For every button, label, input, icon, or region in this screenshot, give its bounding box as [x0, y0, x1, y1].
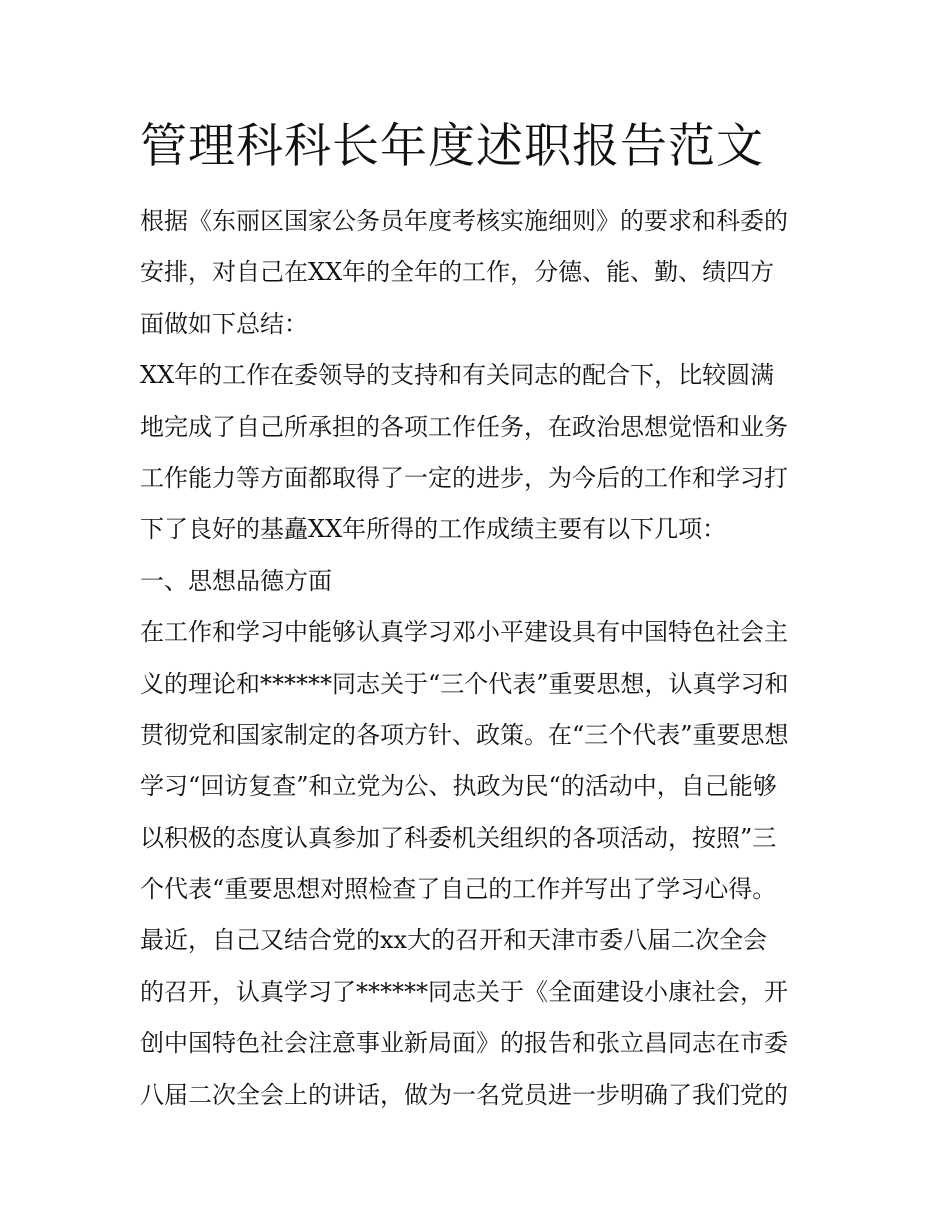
body-line-2: 安排，对自己在XX年的全年的工作，分德、能、勤、绩四方 [140, 258, 775, 287]
body-line-15: 最近，自己又结合党的xx大的召开和天津市委八届二次全会 [140, 926, 768, 955]
body-line-11: 贯彻党和国家制定的各项方针、政策。在“三个代表”重要思想 [140, 720, 789, 749]
body-line-13: 以积极的态度认真参加了科委机关组织的各项活动，按照”三 [140, 823, 777, 852]
body-line-9: 在工作和学习中能够认真学习邓小平建设具有中国特色社会主 [140, 618, 788, 647]
body-line-16: 的召开，认真学习了******同志关于《全面建设小康社会，开 [140, 977, 788, 1006]
document-body [140, 196, 830, 1121]
body-line-6: 工作能力等方面都取得了一定的进步，为今后的工作和学习打 [140, 463, 788, 492]
body-line-4: XX年的工作在委领导的支持和有关同志的配合下，比较圆满 [140, 361, 775, 390]
body-line-7: 下了良好的基矗XX年所得的工作成绩主要有以下几项： [140, 515, 727, 544]
body-line-3: 面做如下总结： [140, 309, 308, 338]
body-line-18: 八届二次全会上的讲话，做为一名党员进一步明确了我们党的 [140, 1080, 788, 1109]
body-line-10: 义的理论和******同志关于“三个代表”重要思想，认真学习和 [140, 669, 789, 698]
body-line-14: 个代表“重要思想对照检查了自己的工作并写出了学习心得。 [140, 875, 777, 904]
section-heading: 一、思想品德方面 [140, 566, 332, 595]
body-line-1: 根据《东丽区国家公务员年度考核实施细则》的要求和科委的 [140, 207, 788, 235]
body-line-5: 地完成了自己所承担的各项工作任务，在政治思想觉悟和业务 [140, 412, 788, 441]
body-line-12: 学习“回访复查”和立党为公、执政为民“的活动中，自己能够 [140, 772, 777, 801]
document-title: 管理科科长年度述职报告范文 [140, 119, 764, 174]
body-line-17: 创中国特色社会注意事业新局面》的报告和张立昌同志在市委 [140, 1029, 788, 1058]
